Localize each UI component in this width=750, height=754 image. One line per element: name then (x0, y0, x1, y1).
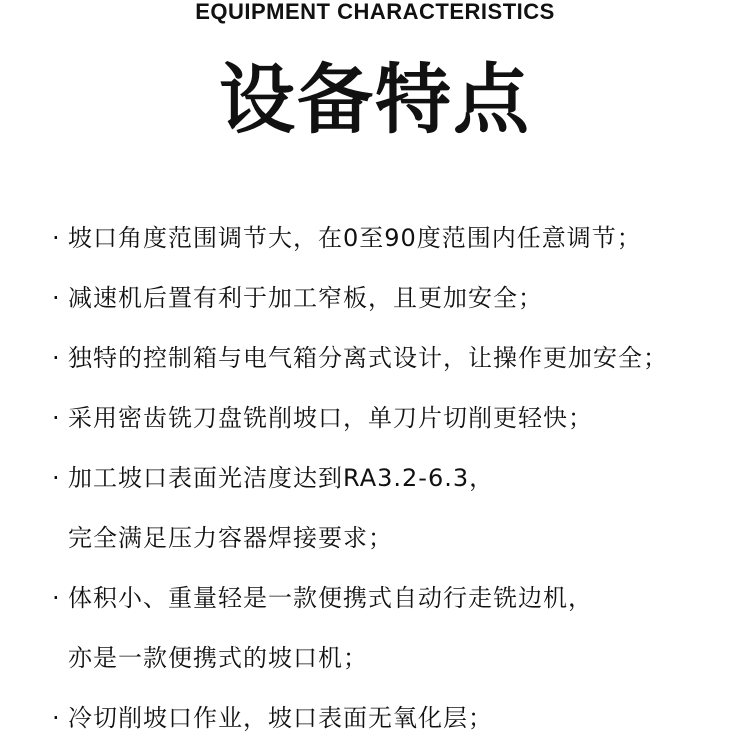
bullet-dot: · (52, 404, 61, 432)
feature-item (0, 214, 750, 274)
feature-continuation (0, 634, 750, 694)
feature-item (0, 454, 750, 514)
feature-text: 坡口角度范围调节大，在0至90度范围内任意调节； (68, 224, 642, 252)
feature-continuation (0, 514, 750, 574)
feature-text: 完全满足压力容器焊接要求； (68, 524, 393, 552)
bullet-dot: · (52, 584, 61, 612)
feature-text: 减速机后置有利于加工窄板，且更加安全； (68, 284, 543, 312)
section-title: 设备特点 (219, 55, 531, 144)
feature-text: 加工坡口表面光洁度达到RA3.2-6.3， (68, 464, 495, 492)
feature-text: 独特的控制箱与电气箱分离式设计，让操作更加安全； (68, 344, 668, 372)
bullet-dot: · (52, 284, 61, 312)
bullet-dot: · (52, 464, 61, 492)
feature-list (0, 214, 750, 754)
feature-item (0, 334, 750, 394)
feature-item (0, 694, 750, 754)
bullet-dot: · (52, 224, 61, 252)
section-subtitle: EQUIPMENT CHARACTERISTICS (195, 0, 555, 24)
bullet-dot: · (52, 344, 61, 372)
feature-text: 采用密齿铣刀盘铣削坡口，单刀片切削更轻快； (68, 404, 593, 432)
feature-item (0, 274, 750, 334)
feature-item (0, 394, 750, 454)
feature-item (0, 574, 750, 634)
feature-text: 冷切削坡口作业，坡口表面无氧化层； (68, 704, 493, 732)
bullet-dot: · (52, 704, 61, 732)
feature-text: 体积小、重量轻是一款便携式自动行走铣边机， (68, 584, 593, 612)
feature-text: 亦是一款便携式的坡口机； (68, 644, 368, 672)
